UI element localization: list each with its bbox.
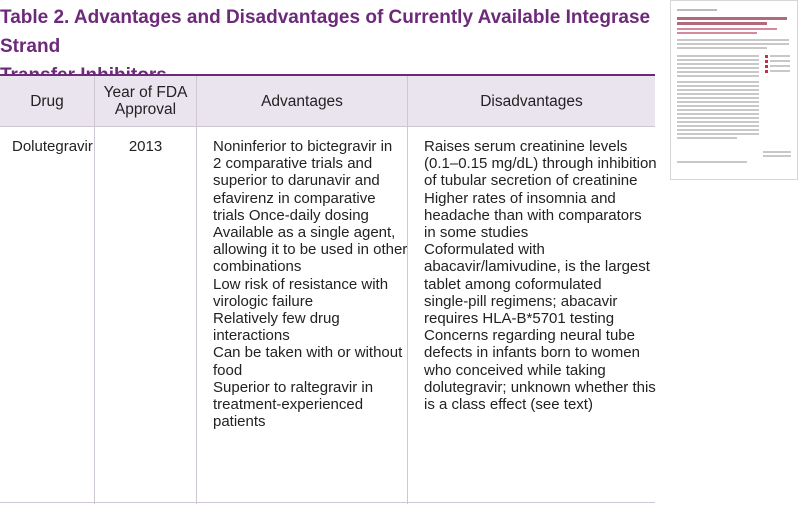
cell-line: (0.1–0.15 mg/dL) through inhibition [424,155,657,173]
header-year [95,76,196,126]
cell-line: trials Once-daily dosing [213,206,369,224]
cell-line: is a class effect (see text) [424,396,593,414]
drug-table [0,74,655,505]
cell-line: superior to darunavir and [213,172,380,190]
cell-line: Can be taken with or without [213,344,403,362]
cell-line: Noninferior to bictegravir in [213,138,393,155]
cell-line: defects in infants born to women [424,344,640,362]
header-bottom-rule [0,126,655,127]
header-drug: Drug [30,92,64,110]
cell-line: Coformulated with [424,241,545,259]
cell-line: allowing it to be used in other [213,241,408,259]
cell-line: requires HLA-B*5701 testing [424,310,615,328]
cell-line: efavirenz in comparative [213,189,376,207]
cell-line: interactions [213,327,290,345]
cell-line: headache than with comparators [424,206,642,224]
cell-line: Concerns regarding neural tube [424,327,635,345]
cell-line: food [213,361,243,379]
cell-line: treatment-experienced [213,396,364,414]
cell-line: virologic failure [213,292,314,310]
header-disadvantages: Disadvantages [480,92,583,110]
cell-line: patients [213,413,266,431]
document-thumbnail-icon[interactable] [670,0,798,180]
table-title-line-1: Table 2. Advantages and Disadvantages of Currently Available Integrase Strand [0,7,651,57]
cell-line: Raises serum creatinine levels [424,138,628,155]
cell-line: 2 comparative trials and [213,155,373,173]
cell-year: 2013 [128,138,163,155]
cell-advantages [213,138,408,431]
cell-line: abacavir/lamivudine, is the largest [424,258,650,276]
header-year-line-1: Year of FDA [103,84,188,101]
cell-line: Low risk of resistance with [213,275,389,293]
cell-line: tablet among coformulated [424,275,602,293]
cell-line: dolutegravir; unknown whether this [424,378,656,396]
cell-line: Higher rates of insomnia and [424,189,616,207]
cell-line: combinations [213,258,302,276]
header-advantages: Advantages [261,92,343,110]
cell-line: who conceived while taking [424,361,606,379]
table-bottom-rule [0,502,655,503]
column-divider [196,76,197,504]
cell-drug: Dolutegravir [12,138,93,155]
cell-disadvantages [424,138,657,414]
cell-line: Superior to raltegravir in [213,378,374,396]
cell-line: Relatively few drug [213,310,340,328]
cell-line: of tubular secretion of creatinine [424,172,638,190]
column-divider [407,76,408,504]
cell-line: Available as a single agent, [213,224,396,242]
cell-line: single-pill regimens; abacavir [424,292,618,310]
cell-line: in some studies [424,224,529,242]
header-year-line-2: Approval [114,101,177,118]
